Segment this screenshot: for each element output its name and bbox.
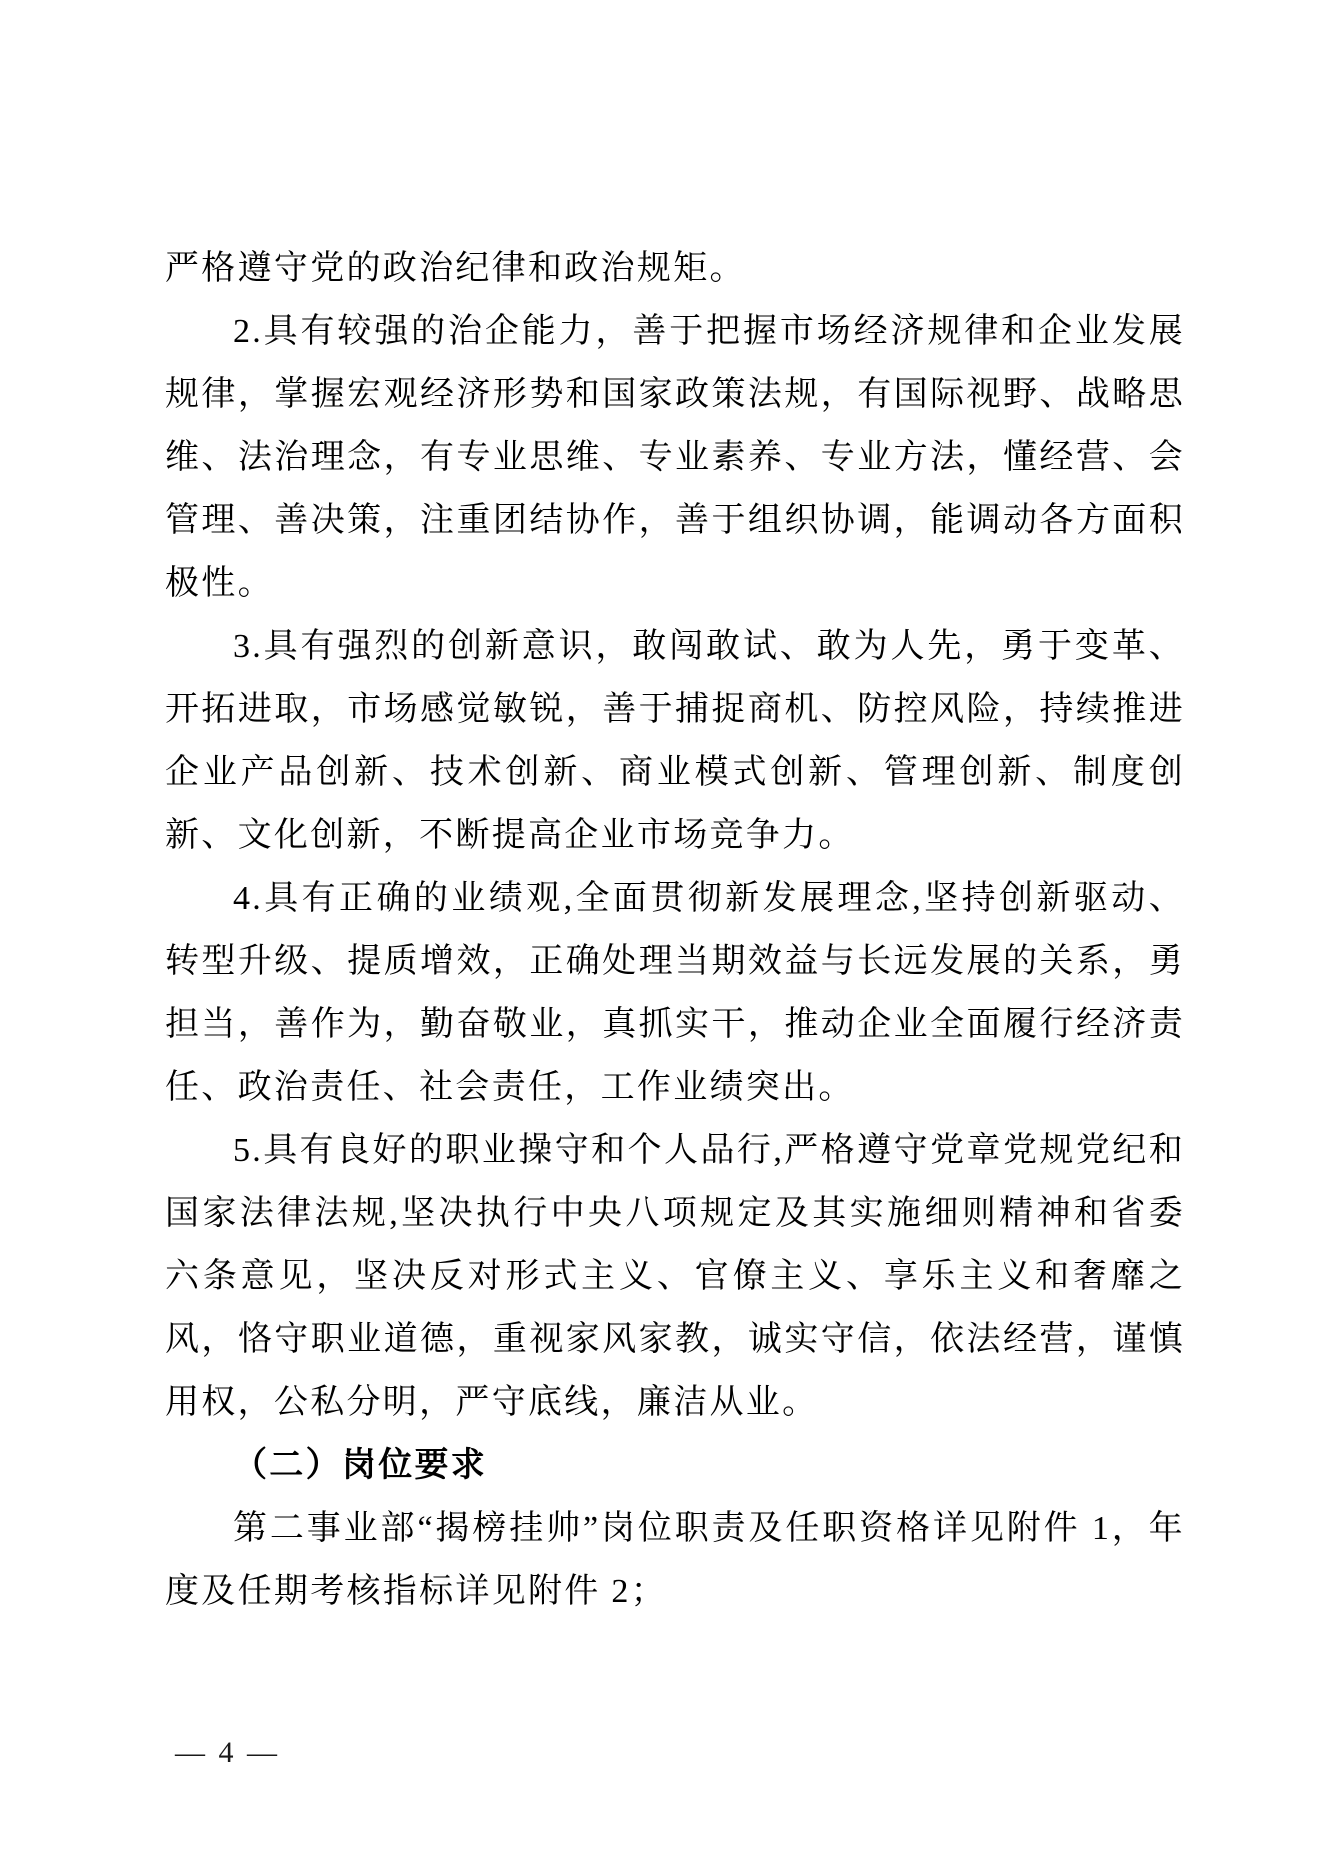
document-body [165,237,1185,1623]
page-footer [175,1736,280,1770]
section-heading-position-requirements: （二）岗位要求 [233,1447,488,1484]
paragraph-item-2: 2.具有较强的治企能力，善于把握市场经济规律和企业发展规律，掌握宏观经济形势和国家政策法规，有国际视野、战略思维、法治理念，有专业思维、专业素养、专业方法，懂经营、会管理、善决策，注重团结协作，善于组织协调，能调动各方面积极性。 [165,313,1185,602]
paragraph-attachments: 第二事业部“揭榜挂帅”岗位职责及任职资格详见附件 1，年度及任期考核指标详见附件 2； [165,1510,1185,1610]
paragraph-item-3: 3.具有强烈的创新意识，敢闯敢试、敢为人先，勇于变革、开拓进取，市场感觉敏锐，善于捕捉商机、防控风险，持续推进企业产品创新、技术创新、商业模式创新、管理创新、制度创新、文化创新，不断提高企业市场竞争力。 [165,628,1185,854]
paragraph-continuation: 严格遵守党的政治纪律和政治规矩。 [165,250,746,287]
paragraph-item-5: 5.具有良好的职业操守和个人品行,严格遵守党章党规党纪和国家法律法规,坚决执行中央八项规定及其实施细则精神和省委六条意见，坚决反对形式主义、官僚主义、享乐主义和奢靡之风，恪守职业道德，重视家风家教，诚实守信，依法经营，谨慎用权，公私分明，严守底线，廉洁从业。 [165,1132,1185,1421]
paragraph-item-4: 4.具有正确的业绩观,全面贯彻新发展理念,坚持创新驱动、转型升级、提质增效，正确处理当期效益与长远发展的关系，勇担当，善作为，勤奋敬业，真抓实干，推动企业全面履行经济责任、政治责任、社会责任，工作业绩突出。 [165,880,1185,1106]
page-number: — 4 — [175,1736,280,1769]
